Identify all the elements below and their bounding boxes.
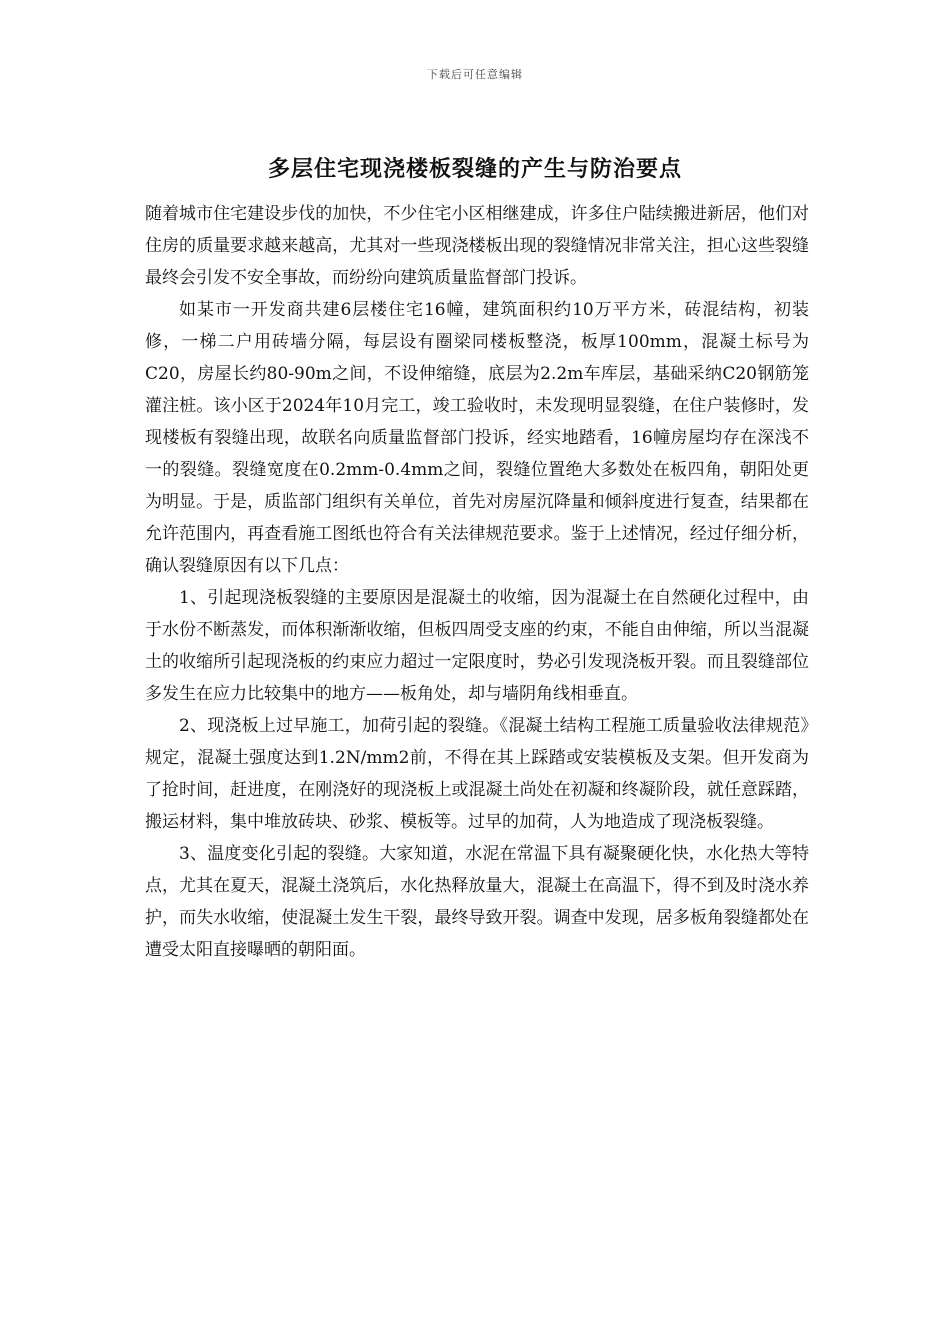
paragraph-case: 如某市一开发商共建6层楼住宅16幢，建筑面积约10万平方米，砖混结构，初装修，一梯二户用砖墙分隔，每层设有圈梁同楼板整浇，板厚100mm，混凝土标号为C20，房屋长约80-90m之间，不设伸缩缝，底层为2.2m车库层，基础采纳C20钢筋笼灌注桩。该小区于2024年10月完工，竣工验收时，未发现明显裂缝，在住户装修时，发现楼板有裂缝出现，故联名向质量监督部门投诉，经实地踏看，16幢房屋均存在深浅不一的裂缝。裂缝宽度在0.2mm-0.4mm之间，裂缝位置绝大多数处在板四角，朝阳处更为明显。于是，质监部门组织有关单位，首先对房屋沉降量和倾斜度进行复查，结果都在允许范围内，再查看施工图纸也符合有关法律规范要求。鉴于上述情况，经过仔细分析，确认裂缝原因有以下几点： — [145, 300, 809, 576]
document-body — [145, 198, 809, 966]
paragraph-intro: 随着城市住宅建设步伐的加快，不少住宅小区相继建成，许多住户陆续搬进新居，他们对住房的质量要求越来越高，尤其对一些现浇楼板出现的裂缝情况非常关注，担心这些裂缝最终会引发不安全事故，而纷纷向建筑质量监督部门投诉。 — [145, 204, 809, 288]
paragraph-cause-2: 2、现浇板上过早施工，加荷引起的裂缝。《混凝土结构工程施工质量验收法律规范》规定，混凝土强度达到1.2N/mm2前，不得在其上踩踏或安装模板及支架。但开发商为了抢时间，赶进度，在刚浇好的现浇板上或混凝土尚处在初凝和终凝阶段，就任意踩踏，搬运材料，集中堆放砖块、砂浆、模板等。过早的加荷，人为地造成了现浇板裂缝。 — [145, 716, 809, 832]
document-title: 多层住宅现浇楼板裂缝的产生与防治要点 — [267, 157, 682, 182]
paragraph-cause-1: 1、引起现浇板裂缝的主要原因是混凝土的收缩，因为混凝土在自然硬化过程中，由于水份不断蒸发，而体积渐渐收缩，但板四周受支座的约束，不能自由伸缩，所以当混凝土的收缩所引起现浇板的约束应力超过一定限度时，势必引发现浇板开裂。而且裂缝部位多发生在应力比较集中的地方——板角处，却与墙阴角线相垂直。 — [145, 588, 809, 704]
download-note: 下载后可任意编辑 — [427, 68, 523, 81]
paragraph-cause-3: 3、温度变化引起的裂缝。大家知道，水泥在常温下具有凝聚硬化快，水化热大等特点，尤其在夏天，混凝土浇筑后，水化热释放量大，混凝土在高温下，得不到及时浇水养护，而失水收缩，使混凝土发生干裂，最终导致开裂。调查中发现，居多板角裂缝都处在遭受太阳直接曝晒的朝阳面。 — [145, 844, 809, 960]
